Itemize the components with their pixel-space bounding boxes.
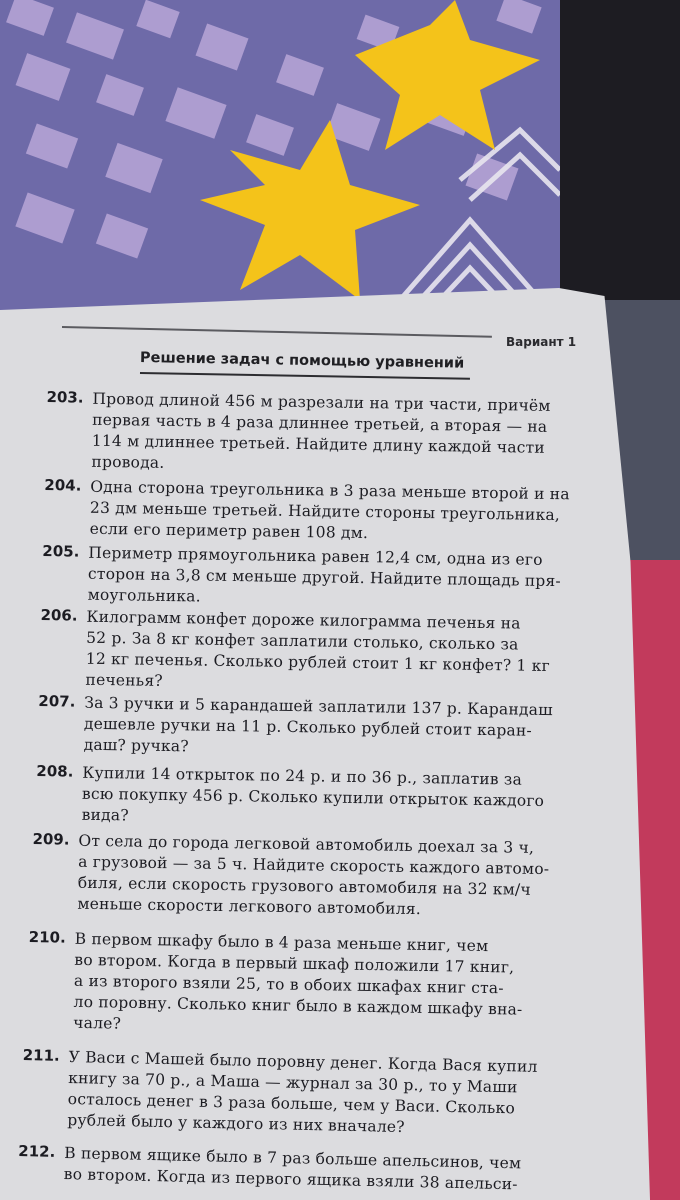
problem-204 bbox=[44, 476, 605, 548]
problem-203 bbox=[45, 388, 606, 481]
problem-206 bbox=[39, 606, 600, 699]
problem-number: 204. bbox=[44, 476, 82, 495]
problem-text: Купили 14 открыток по 24 р. и по 36 р., заплатив за всю покупку 456 р. Сколько купили открыток каждого вида? bbox=[81, 763, 545, 825]
problem-number: 209. bbox=[32, 830, 70, 849]
problem-205 bbox=[42, 542, 603, 614]
problem-number: 207. bbox=[38, 692, 76, 711]
problem-text: В первом шкафу было в 4 раза меньше книг, чем во втором. Когда в первый шкаф положили 17 книг, а из второго взяли 25, то в обоих шкафах книг ста- ло поровну. Сколько книг было в каждом шкафу вна- чале? bbox=[73, 929, 523, 1033]
problem-text: Одна сторона треугольника в 3 раза меньше второй и на 23 дм меньше третьей. Найдите стороны треугольника, если его периметр равен 108 дм. bbox=[89, 477, 570, 543]
problem-208 bbox=[36, 762, 597, 834]
dark-background bbox=[560, 0, 680, 300]
problem-text: У Васи с Машей было поровну денег. Когда Вася купил книгу за 70 р., а Маша — журнал за 30 р., то у Маши осталось денег в 3 раза больше, чем у Васи. Сколько рублей было у каждого из них вначале? bbox=[67, 1047, 538, 1137]
problem-211 bbox=[21, 1046, 603, 1142]
problem-text: Килограмм конфет дороже килограмма печенья на 52 р. За 8 кг конфет заплатили столько, сколько за 12 кг печенья. Сколько рублей стоит 1 кг конфет? 1 кг печенья? bbox=[85, 607, 551, 690]
problem-number: 203. bbox=[46, 388, 84, 407]
problem-text: Провод длиной 456 м разрезали на три части, причём первая часть в 4 раза длиннее третьей, а вторая — на 114 м длиннее третьей. Найдите длину каждой части провода. bbox=[91, 389, 551, 472]
variant-label: Вариант 1 bbox=[506, 335, 577, 349]
problem-number: 211. bbox=[22, 1046, 60, 1065]
problem-number: 206. bbox=[40, 606, 78, 625]
section-title: Решение задач с помощью уравнений bbox=[139, 350, 465, 372]
problem-number: 212. bbox=[18, 1142, 56, 1161]
problem-text: За 3 ручки и 5 карандашей заплатили 137 р. Карандаш дешевле ручки на 11 р. Сколько рублей стоит каран- даш? ручка? bbox=[83, 693, 553, 756]
problem-number: 208. bbox=[36, 762, 74, 781]
problem-text: В первом ящике было в 7 раз больше апельсинов, чем во втором. Когда из первого ящика взяли 38 апельси- bbox=[63, 1144, 522, 1194]
problem-number: 205. bbox=[42, 542, 80, 561]
problem-text: Периметр прямоугольника равен 12,4 см, одна из его сторон на 3,8 см меньше другой. Найдите площадь пря- моугольника. bbox=[87, 543, 562, 606]
problem-text: От села до города легковой автомобиль доехал за 3 ч, а грузовой — за 5 ч. Найдите скорость каждого автомо- биля, если скорость грузового автомобиля на 32 км/ч меньше скорости легкового автомобиля. bbox=[77, 831, 550, 919]
problem-207 bbox=[38, 692, 599, 764]
problem-210 bbox=[27, 928, 599, 1043]
problem-209 bbox=[31, 830, 597, 923]
problem-number: 210. bbox=[28, 928, 66, 947]
